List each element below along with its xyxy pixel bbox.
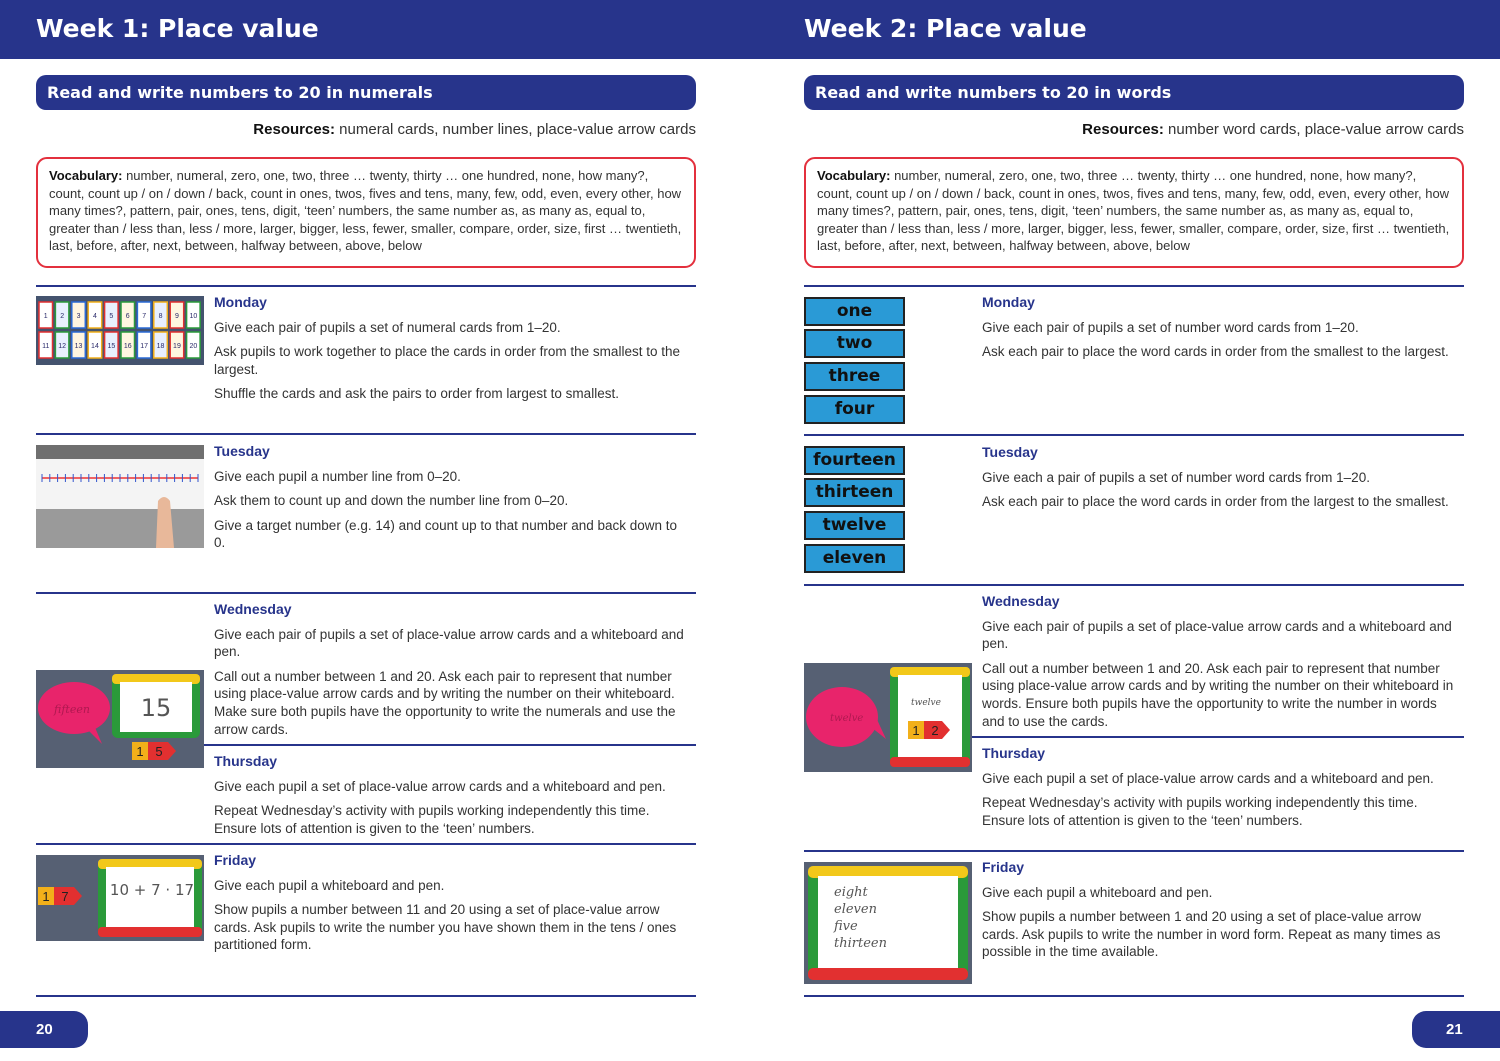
arrow-card-tens: 1 <box>42 889 50 904</box>
instruction: Show pupils a number between 1 and 20 using a set of place-value arrow cards. Ask pupils to write the number in word form. Repeat as many times as possible in the time available. <box>982 909 1441 960</box>
word-card: two <box>804 329 905 358</box>
vocabulary-box-right <box>804 157 1464 268</box>
board-word: twelve <box>911 698 941 708</box>
numeral-card-label: 17 <box>140 343 149 350</box>
instruction: Give each pupil a set of place-value arrow cards and a whiteboard and pen. <box>982 770 1434 786</box>
numeral-card-label: 9 <box>174 313 179 320</box>
instruction: Give each pupil a whiteboard and pen. <box>982 884 1213 900</box>
whiteboard-photo-friday <box>36 855 204 941</box>
divider <box>36 592 696 594</box>
board-sum: 10 + 7 · 17 <box>109 881 195 899</box>
tuesday-left <box>214 443 689 559</box>
numeral-card-label: 10 <box>189 313 198 320</box>
resources-label: Resources: <box>1082 121 1164 138</box>
wednesday-left <box>214 601 689 745</box>
instruction: Ask them to count up and down the number line from 0–20. <box>214 493 569 509</box>
resources-left <box>36 121 696 138</box>
numeral-card-label: 1 <box>43 313 48 320</box>
monday-left <box>214 294 689 410</box>
board-word: five <box>834 919 858 934</box>
arrow-card-ones: 2 <box>931 723 939 738</box>
numeral-card-label: 16 <box>123 343 132 350</box>
numeral-card-label: 8 <box>158 313 163 320</box>
word-card: thirteen <box>804 478 905 507</box>
day-title: Monday <box>982 294 1035 310</box>
divider <box>804 995 1464 997</box>
number-line-photo <box>36 445 204 548</box>
vocabulary-box-left <box>36 157 696 268</box>
instruction: Repeat Wednesday’s activity with pupils working independently this time. Ensure lots of attention is given to the ‘teen’ numbers. <box>214 803 650 836</box>
numeral-card-label: 14 <box>91 343 99 350</box>
resources-text: numeral cards, number lines, place-value arrow cards <box>335 121 696 138</box>
resources-right <box>804 121 1464 138</box>
page-title-left: Week 1: Place value <box>36 14 319 43</box>
board-word: eight <box>834 885 868 900</box>
wednesday-right <box>982 593 1457 737</box>
arrow-card-ones: 7 <box>61 889 69 904</box>
day-title: Thursday <box>214 753 278 769</box>
lesson-title-right: Read and write numbers to 20 in words <box>804 75 1464 110</box>
whiteboard-image <box>804 862 972 984</box>
instruction: Give each pupil a set of place-value arrow cards and a whiteboard and pen. <box>214 778 666 794</box>
tuesday-right <box>982 444 1457 518</box>
whiteboard-photo-wednesday <box>804 663 972 772</box>
page-number-left: 20 <box>0 1011 88 1048</box>
arrow-card-tens: 1 <box>912 723 920 738</box>
numeral-card-label: 11 <box>42 343 50 350</box>
friday-left <box>214 852 689 961</box>
instruction: Ask each pair to place the word cards in order from the largest to the smallest. <box>982 494 1449 510</box>
divider <box>804 285 1464 287</box>
lesson-title-left: Read and write numbers to 20 in numerals <box>36 75 696 110</box>
instruction: Call out a number between 1 and 20. Ask each pair to represent that number using place-value arrow cards and by writing the number on their whiteboard in words. Ensure both pupils have the opportunity to write the number in words and to use the cards. <box>982 660 1454 729</box>
instruction: Give each pair of pupils a set of place-value arrow cards and a whiteboard and pen. <box>982 618 1452 652</box>
instruction: Shuffle the cards and ask the pairs to order from largest to smallest. <box>214 386 619 402</box>
numeral-card-label: 13 <box>74 343 83 350</box>
vocabulary-label: Vocabulary: <box>817 168 891 183</box>
day-title: Thursday <box>982 745 1046 761</box>
word-card: one <box>804 297 905 326</box>
instruction: Give each a pair of pupils a set of number word cards from 1–20. <box>982 469 1370 485</box>
instruction: Ask pupils to work together to place the cards in order from the smallest to the largest. <box>214 344 680 377</box>
word-card: three <box>804 362 905 391</box>
day-title: Friday <box>214 852 257 868</box>
numeral-card-label: 15 <box>107 343 116 350</box>
board-number: 15 <box>140 694 172 722</box>
resources-label: Resources: <box>253 121 335 138</box>
arrow-card-ones: 5 <box>155 744 163 759</box>
divider <box>36 995 696 997</box>
page-number-right: 21 <box>1412 1011 1500 1048</box>
divider <box>804 850 1464 852</box>
word-card: eleven <box>804 544 905 573</box>
day-title: Monday <box>214 294 267 310</box>
numeral-card-label: 4 <box>92 313 97 320</box>
word-card: four <box>804 395 905 424</box>
instruction: Show pupils a number between 11 and 20 using a set of place-value arrow cards. Ask pupils to write the number you have shown them in the tens / ones partitioned form. <box>214 902 677 953</box>
resources-text: number word cards, place-value arrow cards <box>1163 121 1464 138</box>
numeral-card-label: 12 <box>58 343 67 350</box>
board-word: thirteen <box>834 936 887 951</box>
divider <box>804 584 1464 586</box>
whiteboard-image <box>804 663 972 772</box>
page-title-right: Week 2: Place value <box>804 14 1087 43</box>
instruction: Give a target number (e.g. 14) and count up to that number and back down to 0. <box>214 517 678 551</box>
board-word: eleven <box>834 902 877 917</box>
instruction: Give each pair of pupils a set of place-value arrow cards and a whiteboard and pen. <box>214 626 684 660</box>
instruction: Give each pupil a number line from 0–20. <box>214 468 461 484</box>
word-card: fourteen <box>804 446 905 475</box>
numeral-card-label: 19 <box>173 343 181 350</box>
divider <box>804 434 1464 436</box>
day-title: Friday <box>982 859 1025 875</box>
thursday-right <box>982 745 1457 836</box>
numeral-card-label: 18 <box>156 343 165 350</box>
whiteboard-image <box>36 855 204 941</box>
day-title: Tuesday <box>214 443 270 459</box>
numeral-cards-photo <box>36 296 204 365</box>
day-title: Wednesday <box>982 593 1060 609</box>
instruction: Ask each pair to place the word cards in order from the smallest to the largest. <box>982 344 1449 360</box>
day-title: Tuesday <box>982 444 1038 460</box>
day-title: Wednesday <box>214 601 292 617</box>
vocabulary-text: number, numeral, zero, one, two, three … twenty, thirty … one hundred, none, how many?, count, count up / on / down / back, count in ones, twos, fives and tens, many, few, odd, even, every other, how many times?, pattern, pair, ones, tens, digit, ‘teen’ numbers, the same number as, as many as, equal to, greater than / less than, less / more, larger, bigger, less, fewer, smaller, compare, order, size, first … twentieth, last, before, after, next, between, halfway between, above, below <box>817 168 1450 254</box>
arrow-card-tens: 1 <box>136 744 144 759</box>
divider <box>36 433 696 435</box>
divider <box>36 285 696 287</box>
bubble-word: twelve <box>830 713 864 724</box>
whiteboard-photo-friday <box>804 862 972 984</box>
whiteboard-photo-wednesday <box>36 670 204 768</box>
instruction: Repeat Wednesday’s activity with pupils working independently this time. Ensure lots of attention is given to the ‘teen’ numbers. <box>982 795 1418 828</box>
monday-right <box>982 294 1457 368</box>
instruction: Give each pair of pupils a set of number word cards from 1–20. <box>982 319 1359 335</box>
numeral-cards-image <box>36 296 204 365</box>
thursday-left <box>214 753 689 844</box>
numeral-card-label: 6 <box>125 313 130 320</box>
friday-right <box>982 859 1457 968</box>
numeral-card-label: 3 <box>76 313 81 320</box>
instruction: Give each pupil a whiteboard and pen. <box>214 877 445 893</box>
bubble-word: fifteen <box>54 703 90 716</box>
vocabulary-label: Vocabulary: <box>49 168 123 183</box>
numeral-card-label: 20 <box>189 343 198 350</box>
vocabulary-text: number, numeral, zero, one, two, three … twenty, thirty … one hundred, none, how many?, count, count up / on / down / back, count in ones, twos, fives and tens, many, few, odd, even, every other, how many times?, pattern, pair, ones, tens, digit, ‘teen’ numbers, the same number as, as many as, equal to, greater than / less than, less / more, larger, bigger, less, fewer, smaller, compare, order, size, first … twentieth, last, before, after, next, between, halfway between, above, below <box>49 168 682 254</box>
instruction: Give each pair of pupils a set of numeral cards from 1–20. <box>214 319 561 335</box>
numeral-card-label: 7 <box>142 313 147 320</box>
word-card: twelve <box>804 511 905 540</box>
instruction: Call out a number between 1 and 20. Ask each pair to represent that number using place-value arrow cards and by writing the number on their whiteboard. Make sure both pupils have the opportunity to write the numerals and use the arrow cards. <box>214 668 676 737</box>
number-line-image <box>36 445 204 548</box>
numeral-card-label: 5 <box>109 313 114 320</box>
whiteboard-image <box>36 670 204 768</box>
numeral-card-label: 2 <box>60 313 65 320</box>
